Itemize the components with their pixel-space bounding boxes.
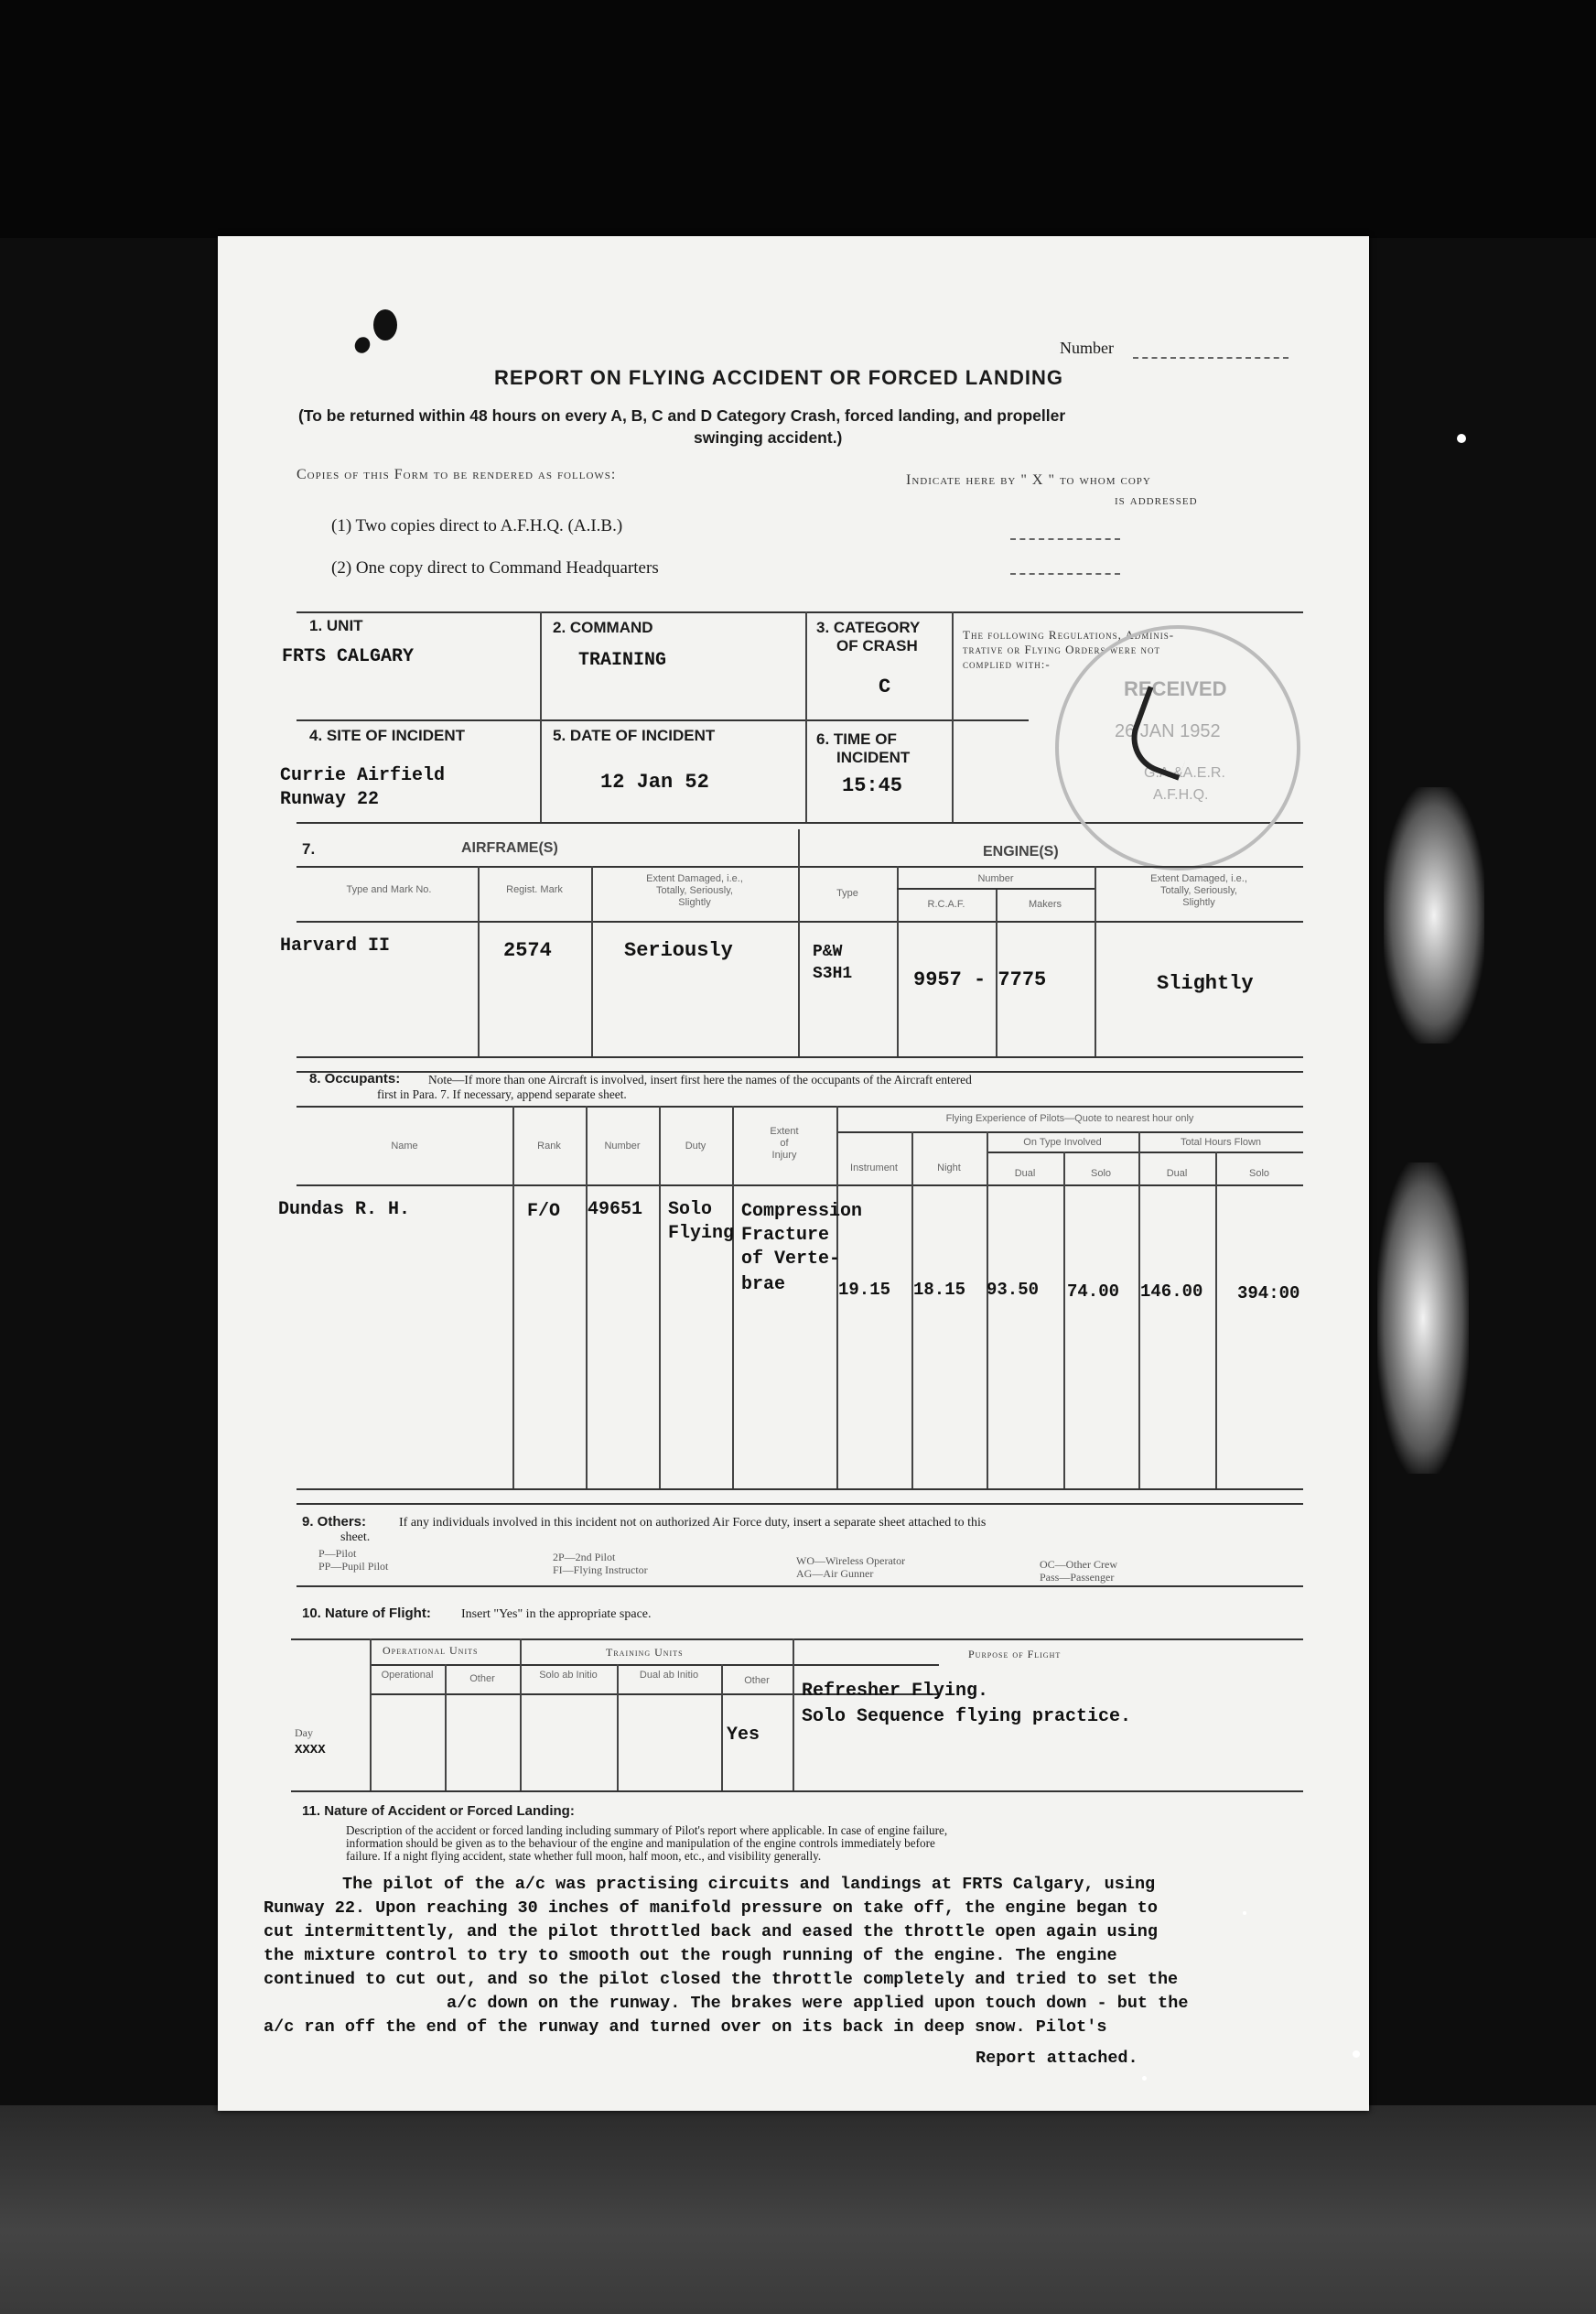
report-form xyxy=(218,236,1369,2111)
number-label: Number xyxy=(1060,339,1114,357)
rule xyxy=(987,1131,988,1488)
stamp-text: RECEIVED xyxy=(1124,677,1227,700)
category-value: C xyxy=(879,676,891,698)
accident-body-2: Runway 22. Upon reaching 30 inches of manifold pressure on take off, the engine began to xyxy=(264,1898,1158,1918)
airframe-heading: AIRFRAME(S) xyxy=(461,840,558,856)
accident-body-5: continued to cut out, and so the pilot closed the throttle completely and tried to set the xyxy=(264,1970,1179,1989)
rule xyxy=(512,1106,514,1488)
legend-wo: WO—Wireless Operator xyxy=(796,1554,906,1567)
col-number: Number xyxy=(604,1141,641,1152)
night-hours: 18.15 xyxy=(913,1280,966,1300)
col-other: Other xyxy=(469,1673,495,1684)
copy-address-line xyxy=(1010,538,1120,540)
rule xyxy=(297,1503,1303,1505)
col-extent: Totally, Seriously, xyxy=(656,885,733,896)
occupant-injury-4: brae xyxy=(741,1274,786,1295)
regulations-line3: complied with:- xyxy=(963,657,1051,671)
col-engine-number: Number xyxy=(977,873,1014,884)
scan-speck xyxy=(1457,434,1466,443)
col-extent: Slightly xyxy=(678,897,711,908)
col-engine-type: Type xyxy=(836,888,858,899)
rule xyxy=(586,1106,588,1488)
rule xyxy=(520,1638,522,1790)
ink-blot xyxy=(373,309,397,341)
nature-flight-instruction: Insert "Yes" in the appropriate space. xyxy=(461,1607,652,1621)
indicate-line2: is addressed xyxy=(1115,492,1198,508)
page-title: REPORT ON FLYING ACCIDENT OR FORCED LANDING xyxy=(494,366,1063,389)
yes-value: Yes xyxy=(727,1725,760,1746)
nature-accident-label: 11. Nature of Accident or Forced Landing: xyxy=(302,1803,575,1819)
occupant-duty-1: Solo xyxy=(668,1199,713,1220)
nature-accident-desc-1: Description of the accident or forced landing including summary of Pilot's report where applicable. In case of engine failure, xyxy=(346,1823,948,1837)
col-makers: Makers xyxy=(1028,899,1062,910)
engine-type-value-1: P&W xyxy=(813,943,843,961)
operational-units: Operational Units xyxy=(383,1644,479,1657)
others-text-2: sheet. xyxy=(340,1530,371,1544)
col-dual: Dual xyxy=(1014,1168,1036,1179)
stamp-text: A.F.H.Q. xyxy=(1153,787,1209,803)
scan-speck xyxy=(1243,1911,1246,1915)
unit-label: 1. UNIT xyxy=(309,617,363,634)
col-solo-ab: Solo ab Initio xyxy=(539,1670,598,1681)
stamp-text: 26 JAN 1952 xyxy=(1115,721,1221,741)
legend-ag: AG—Air Gunner xyxy=(796,1567,874,1580)
col-solo: Solo xyxy=(1090,1168,1112,1179)
occupant-duty-2: Flying xyxy=(668,1223,735,1244)
time-value: 15:45 xyxy=(842,774,903,797)
rule xyxy=(370,1664,939,1666)
time-label-1: 6. TIME OF xyxy=(816,730,897,748)
type-solo-hours: 74.00 xyxy=(1067,1281,1120,1302)
nature-flight-label: 10. Nature of Flight: xyxy=(302,1606,431,1621)
rule xyxy=(1215,1152,1217,1488)
site-value-2: Runway 22 xyxy=(280,789,380,810)
occupants-label: 8. Occupants: xyxy=(309,1071,401,1087)
rule xyxy=(793,1638,794,1790)
regulations-line1: The following Regulations, Adminis- xyxy=(963,628,1175,642)
indicate-line1: Indicate here by " X " to whom copy xyxy=(906,472,1151,488)
time-label-2: INCIDENT xyxy=(836,749,911,766)
rule xyxy=(297,1585,1303,1587)
col-extent: of xyxy=(780,1138,789,1149)
accident-body-6: a/c down on the runway. The brakes were applied upon touch down - but the xyxy=(447,1994,1189,2013)
site-value-1: Currie Airfield xyxy=(280,765,446,786)
subtitle-line2: swinging accident.) xyxy=(694,428,843,447)
airframe-extent-value: Seriously xyxy=(624,939,733,962)
purpose-line2: Solo Sequence flying practice. xyxy=(802,1706,1132,1727)
col-extent: Extent Damaged, i.e., xyxy=(646,873,743,884)
rule xyxy=(1063,1152,1065,1488)
col-total: Total Hours Flown xyxy=(1180,1137,1262,1148)
command-value: TRAINING xyxy=(578,650,667,671)
col-operational: Operational xyxy=(381,1670,434,1681)
scan-speck xyxy=(1142,2076,1147,2081)
rule xyxy=(297,1056,1303,1058)
col-extent: Injury xyxy=(771,1150,797,1161)
site-label: 4. SITE OF INCIDENT xyxy=(309,727,466,744)
rule xyxy=(291,1638,1303,1640)
scan-background-top xyxy=(0,0,1596,238)
ink-blot xyxy=(352,334,373,356)
col-on-type: On Type Involved xyxy=(1023,1137,1102,1148)
col-flying-exp: Flying Experience of Pilots—Quote to nearest hour only xyxy=(945,1113,1194,1124)
row-day: Day xyxy=(295,1726,313,1739)
nature-accident-desc-3: failure. If a night flying accident, state whether full moon, half moon, etc., and visibility generally. xyxy=(346,1849,822,1863)
regist-mark-value: 2574 xyxy=(503,939,552,962)
rule xyxy=(897,866,899,1056)
engine-heading: ENGINE(S) xyxy=(983,844,1059,860)
rule xyxy=(836,1131,1303,1133)
others-label: 9. Others: xyxy=(302,1514,367,1530)
occupants-note-2: first in Para. 7. If necessary, append separate sheet. xyxy=(377,1087,627,1101)
date-value: 12 Jan 52 xyxy=(600,771,709,794)
others-text-1: If any individuals involved in this incident not on authorized Air Force duty, insert a separate sheet attached to this xyxy=(399,1516,987,1530)
total-solo-hours: 394:00 xyxy=(1237,1283,1300,1303)
engine-type-value-2: S3H1 xyxy=(813,965,853,983)
rule xyxy=(987,1152,1303,1153)
col-rank: Rank xyxy=(537,1141,561,1152)
purpose-line1: Refresher Flying. xyxy=(802,1681,989,1702)
col-dual: Dual xyxy=(1166,1168,1188,1179)
col-name: Name xyxy=(391,1141,418,1152)
legend-pass: Pass—Passenger xyxy=(1040,1571,1115,1584)
copies-item2: (2) One copy direct to Command Headquarters xyxy=(331,558,659,578)
rule xyxy=(1138,1131,1140,1488)
number-field-line xyxy=(1133,357,1289,359)
occupant-rank: F/O xyxy=(527,1201,561,1222)
rule xyxy=(291,1790,1303,1792)
scan-glare xyxy=(1384,787,1484,1043)
section7-num: 7. xyxy=(302,840,316,858)
legend-2p: 2P—2nd Pilot xyxy=(553,1551,616,1563)
type-dual-hours: 93.50 xyxy=(987,1280,1040,1300)
col-night: Night xyxy=(937,1162,961,1173)
legend-oc: OC—Other Crew xyxy=(1040,1558,1117,1571)
copies-item1: (1) Two copies direct to A.F.H.Q. (A.I.B.) xyxy=(331,516,623,535)
accident-body-1: The pilot of the a/c was practising circuits and landings at FRTS Calgary, using xyxy=(342,1875,1156,1894)
aircraft-type-value: Harvard II xyxy=(280,935,391,957)
col-extent: Extent xyxy=(770,1126,799,1137)
rule xyxy=(370,1638,372,1790)
total-dual-hours: 146.00 xyxy=(1140,1281,1203,1302)
stamp-text: G.A.&A.E.R. xyxy=(1144,765,1225,781)
rule xyxy=(617,1664,619,1790)
engine-extent-value: Slightly xyxy=(1157,972,1254,995)
scan-speck xyxy=(1353,2050,1360,2058)
occupant-number: 49651 xyxy=(588,1199,643,1220)
accident-body-8: Report attached. xyxy=(976,2049,1138,2068)
col-regist: Regist. Mark xyxy=(506,884,563,895)
col-instrument: Instrument xyxy=(850,1162,898,1173)
unit-value: FRTS CALGARY xyxy=(282,646,415,667)
accident-body-3: cut intermittently, and the pilot throttled back and eased the throttle open again using xyxy=(264,1922,1158,1941)
instrument-hours: 19.15 xyxy=(838,1280,891,1300)
rule xyxy=(297,719,1029,721)
copy-address-line xyxy=(1010,573,1120,575)
col-type-mark: Type and Mark No. xyxy=(346,884,432,895)
rule xyxy=(911,1131,913,1488)
col-dual-ab: Dual ab Initio xyxy=(639,1670,699,1681)
col-duty: Duty xyxy=(685,1141,706,1152)
occupant-injury-2: Fracture xyxy=(741,1225,830,1246)
rule xyxy=(732,1106,734,1488)
rule xyxy=(805,611,807,822)
date-label: 5. DATE OF INCIDENT xyxy=(553,727,716,744)
rule xyxy=(798,829,800,1056)
rule xyxy=(659,1106,661,1488)
occupant-name: Dundas R. H. xyxy=(278,1199,411,1220)
legend-pp: PP—Pupil Pilot xyxy=(318,1560,389,1573)
rule xyxy=(297,1488,1303,1490)
rule xyxy=(297,1106,1303,1108)
nature-accident-desc-2: information should be given as to the behaviour of the engine and manipulation of the engine controls immediately before xyxy=(346,1836,935,1850)
rule xyxy=(297,921,1303,923)
occupant-injury-1: Compression xyxy=(741,1201,863,1222)
rule xyxy=(297,611,1303,613)
rule xyxy=(540,611,542,822)
col-other2: Other xyxy=(744,1675,770,1686)
col-engine-extent: Extent Damaged, i.e., xyxy=(1150,873,1247,884)
col-solo: Solo xyxy=(1248,1168,1270,1179)
category-label-1: 3. CATEGORY xyxy=(816,619,921,636)
col-engine-extent: Slightly xyxy=(1182,897,1215,908)
row-day-mark: XXXX xyxy=(295,1743,326,1757)
legend-fi: FI—Flying Instructor xyxy=(553,1563,648,1576)
regulations-line2: trative or Flying Orders were not xyxy=(963,643,1160,656)
copies-heading: Copies of this Form to be rendered as follows: xyxy=(297,467,617,482)
rule xyxy=(297,1184,1303,1186)
occupant-injury-3: of Verte- xyxy=(741,1249,841,1270)
accident-body-4: the mixture control to try to smooth out the rough running of the engine. The engine xyxy=(264,1946,1117,1965)
scan-glare xyxy=(1377,1162,1469,1474)
rule xyxy=(297,866,1303,868)
occupants-note-1: Note—If more than one Aircraft is involved, insert first here the names of the occupants of the Aircraft entered xyxy=(428,1073,972,1087)
scan-background-bottom xyxy=(0,2105,1596,2314)
legend-p: P—Pilot xyxy=(318,1547,357,1560)
rule xyxy=(897,888,1095,890)
engine-number-value: 9957 - 7775 xyxy=(913,968,1047,991)
accident-body-7: a/c ran off the end of the runway and turned over on its back in deep snow. Pilot's xyxy=(264,2017,1107,2037)
purpose-heading: Purpose of Flight xyxy=(968,1648,1062,1660)
category-label-2: OF CRASH xyxy=(836,637,918,654)
col-engine-extent: Totally, Seriously, xyxy=(1160,885,1237,896)
subtitle-line1: (To be returned within 48 hours on every A, B, C and D Category Crash, forced landing, and propeller xyxy=(298,406,1066,425)
col-rcaf: R.C.A.F. xyxy=(927,899,965,910)
command-label: 2. COMMAND xyxy=(553,619,653,636)
rule xyxy=(952,611,954,822)
training-units: Training Units xyxy=(606,1646,684,1659)
